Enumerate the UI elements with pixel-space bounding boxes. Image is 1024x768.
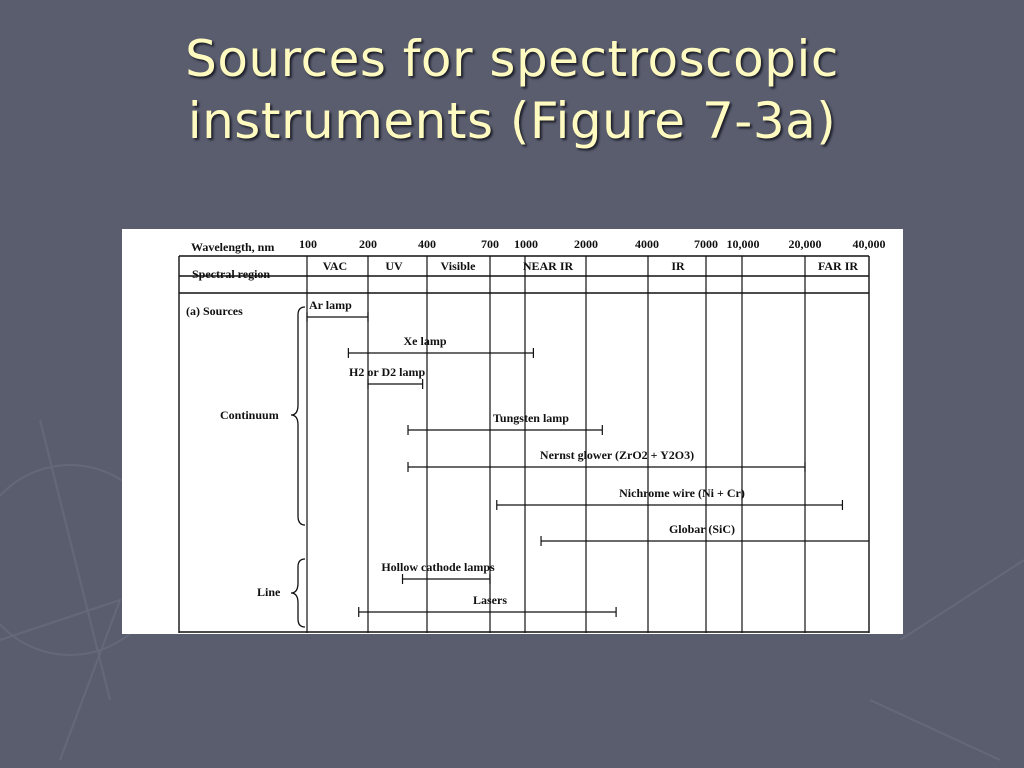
source-nichrome-wire-ni-cr	[497, 486, 843, 510]
source-globar-sic	[541, 522, 869, 546]
spectroscopic-sources-figure	[122, 229, 903, 634]
source-label: Ar lamp	[309, 298, 352, 312]
slide-title-line-2: instruments (Figure 7-3a)	[187, 92, 837, 150]
source-label: Hollow cathode lamps	[381, 560, 495, 574]
line-label: Line	[257, 585, 281, 599]
wavelength-tick-label: 10,000	[726, 237, 760, 251]
continuum-brace	[291, 307, 305, 525]
source-nernst-glower-zro2-y2o3	[408, 448, 805, 472]
source-xe-lamp	[348, 334, 533, 358]
sources-label: (a) Sources	[186, 304, 243, 318]
wavelength-tick-label: 4000	[635, 237, 659, 251]
wavelength-tick-label: 700	[481, 237, 499, 251]
source-label: Xe lamp	[403, 334, 447, 348]
spectral-region-near-ir: NEAR IR	[522, 259, 574, 273]
source-label: Lasers	[473, 593, 507, 607]
spectral-region-vac: VAC	[322, 259, 348, 273]
wavelength-tick-label: 1000	[514, 237, 538, 251]
wavelength-tick-label: 7000	[694, 237, 718, 251]
source-label: H2 or D2 lamp	[349, 365, 426, 379]
wavelength-tick-label: 200	[359, 237, 377, 251]
source-hollow-cathode-lamps	[381, 560, 495, 584]
source-label: Tungsten lamp	[493, 411, 569, 425]
slide-title-line-1: Sources for spectroscopic	[185, 30, 839, 88]
spectral-region-uv: UV	[385, 259, 403, 273]
source-label: Globar (SiC)	[668, 522, 736, 536]
line-brace	[291, 559, 305, 627]
spectral-region-label: Spectral region	[192, 267, 271, 281]
source-label: Nernst glower (ZrO2 + Y2O3)	[539, 448, 695, 462]
source-label: Nichrome wire (Ni + Cr)	[619, 486, 745, 500]
source-h	[349, 365, 425, 389]
source-lasers	[359, 593, 616, 617]
figure-diagram	[122, 229, 903, 634]
continuum-label: Continuum	[220, 408, 279, 422]
source-ar-lamp	[307, 298, 368, 322]
wavelength-tick-label: 2000	[574, 237, 598, 251]
spectral-region-ir: IR	[671, 259, 685, 273]
wavelength-tick-label: 400	[418, 237, 436, 251]
source-tungsten-lamp	[408, 411, 602, 435]
wavelength-tick-label: 100	[299, 237, 317, 251]
wavelength-tick-label: 20,000	[788, 237, 822, 251]
spectral-region-far-ir: FAR IR	[817, 259, 859, 273]
wavelength-label: Wavelength, nm	[191, 240, 275, 254]
wavelength-tick-label: 40,000	[852, 237, 886, 251]
spectral-region-visible: Visible	[440, 259, 476, 273]
slide-title	[0, 28, 1024, 152]
